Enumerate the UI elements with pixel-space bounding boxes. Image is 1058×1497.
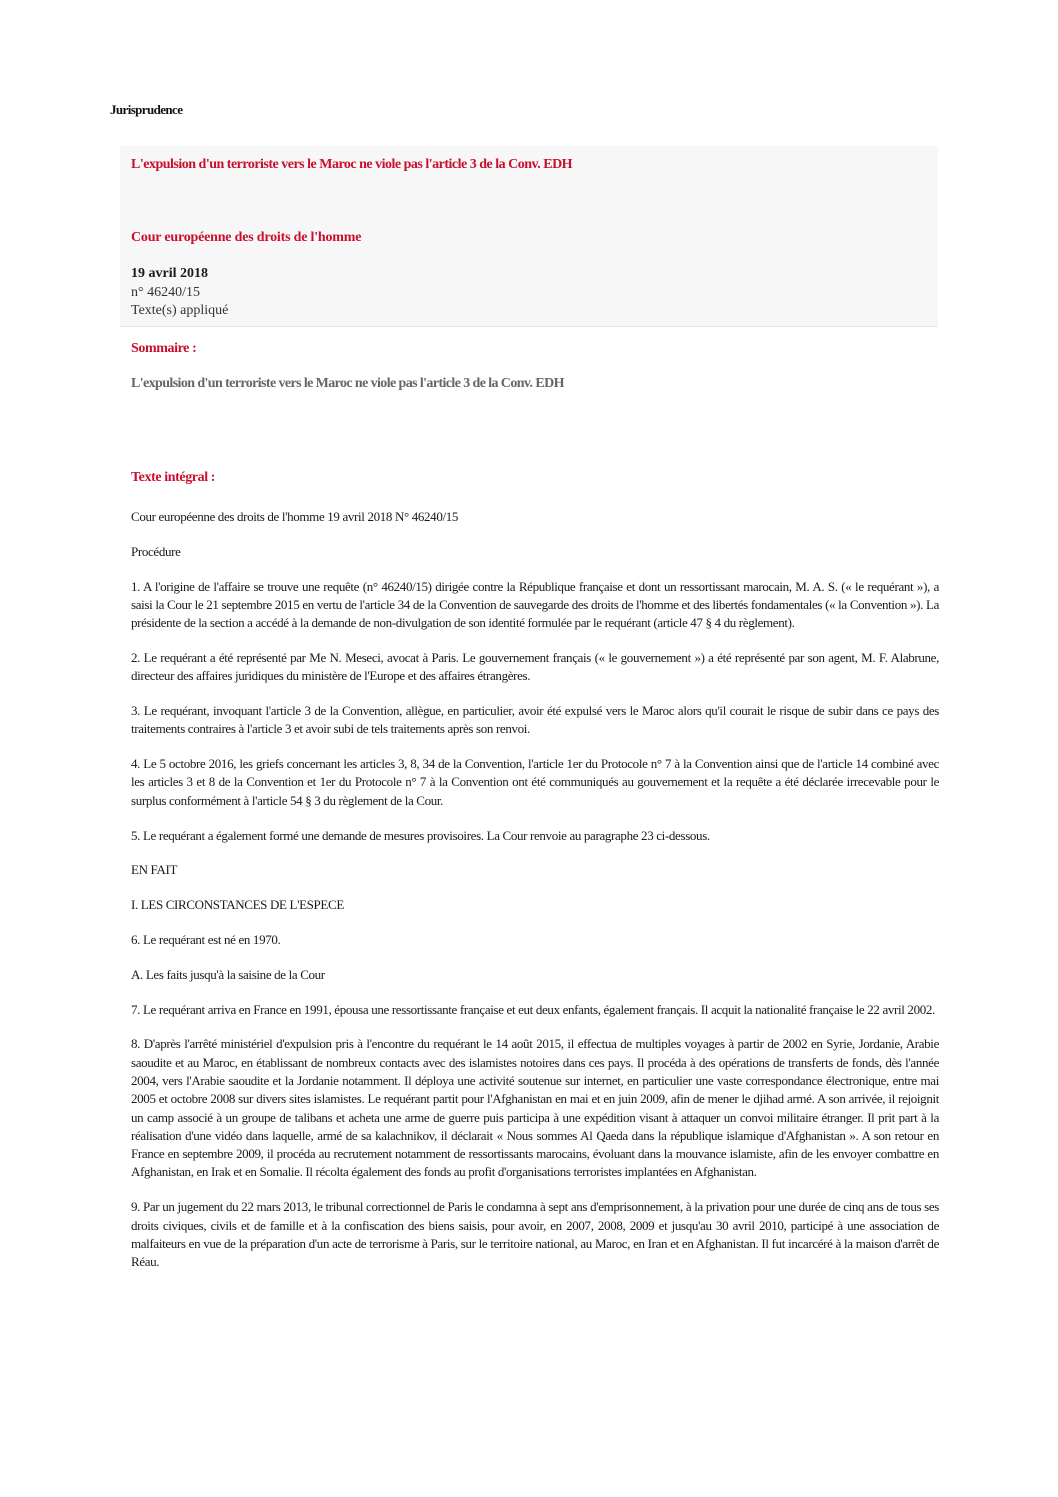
paragraph: 2. Le requérant a été représenté par Me N. Meseci, avocat à Paris. Le gouvernement français (« le gouvernement ») a été représenté par son agent, M. F. Alabrune, directeur des affaires juridiques du ministère de l'Europe et des affaires étrangères. [131, 649, 939, 684]
decision-date: 19 avril 2018 [131, 266, 208, 281]
texts-applied: Texte(s) appliqué [131, 303, 229, 318]
court-name: Cour européenne des droits de l'homme [131, 230, 362, 245]
document-title: L'expulsion d'un terroriste vers le Maroc ne viole pas l'article 3 de la Conv. EDH [131, 157, 573, 172]
paragraph: I. LES CIRCONSTANCES DE L'ESPECE [131, 897, 344, 913]
case-number: n° 46240/15 [131, 285, 200, 300]
paragraph: 5. Le requérant a également formé une demande de mesures provisoires. La Cour renvoie au paragraphe 23 ci-dessous. [131, 827, 710, 843]
paragraph: Cour européenne des droits de l'homme 19 avril 2018 N° 46240/15 [131, 509, 459, 524]
paragraph: 1. A l'origine de l'affaire se trouve une requête (n° 46240/15) dirigée contre la République française et dont un ressortissant marocain, M. A. S. (« le requérant »), a saisi la Cour le 21 septembre 2015 en vertu de l'article 34 de la Convention de sauvegarde des droits de l'homme et des libertés fondamentales (« la Convention »). La présidente de la section a accédé à la demande de non-divulgation de son identité formulée par le requérant (article 47 § 4 du règlement). [131, 578, 939, 631]
paragraph: EN FAIT [131, 862, 178, 878]
paragraph: 3. Le requérant, invoquant l'article 3 de la Convention, allègue, en particulier, avoir été expulsé vers le Maroc alors qu'il courait le risque de subir dans ce pays des traitements contraires à l'article 3 et avoir subi de tels traitements après son renvoi. [131, 703, 939, 737]
summary-text: L'expulsion d'un terroriste vers le Maroc ne viole pas l'article 3 de la Conv. EDH [131, 376, 564, 391]
paragraph: 4. Le 5 octobre 2016, les griefs concernant les articles 3, 8, 34 de la Convention, l'article 1er du Protocole n° 7 à la Convention ainsi que de l'article 14 combiné avec les articles 3 et 8 de la Convention et 1er du Protocole n° 7 à la Convention ont été communiqués au gouvernement et la requête a été déclarée irrecevable pour le surplus conformément à l'article 54 § 3 du règlement de la Cour. [131, 756, 939, 808]
paragraph: 7. Le requérant arriva en France en 1991, épousa une ressortissante française et eut deux enfants, également français. Il acquit la nationalité française le 22 avril 2002. [131, 1001, 935, 1017]
paragraph: 6. Le requérant est né en 1970. [131, 931, 281, 947]
summary-heading: Sommaire : [131, 341, 197, 356]
full-text-body [131, 508, 939, 1288]
paragraph: A. Les faits jusqu'à la saisine de la Cour [131, 966, 325, 982]
paragraph: 8. D'après l'arrêté ministériel d'expulsion pris à l'encontre du requérant le 14 août 2015, il effectua de multiples voyages à partir de 2002 en Syrie, Jordanie, Arabie saoudite et au Maroc, en établissant de nombreux contacts avec des islamistes notoires dans ces pays. Il procéda à des opérations de transferts de fonds, dès l'année 2004, vers l'Arabie saoudite et la Jordanie notamment. Il déploya une activité soutenue sur internet, en particulier une vaste correspondance électronique, entre mai 2005 et octobre 2008 sur divers sites islamistes. Le requérant partit pour l'Afghanistan en mai et en juin 2009, afin de mener le djihad armé. A son arrivée, il rejoignit un camp associé à un groupe de talibans et acheta une arme de guerre puis participa à une expédition visant à attaquer un convoi militaire étranger. Il prit part à la réalisation d'une vidéo dans laquelle, armé de sa kalachnikov, il déclarait « Nous sommes Al Qaeda dans la république islamique d'Afghanistan ». A son retour en France en septembre 2009, il procéda au recrutement notamment de ressortissants marocains, évoluant dans la mouvance islamiste, afin de les envoyer combattre en Afghanistan, en Irak et en Somalie. Il récolta également des fonds au profit d'organisations terroristes implantées en Afghanistan. [131, 1036, 939, 1180]
paragraph: Procédure [131, 543, 181, 559]
page-label: Jurisprudence [110, 102, 183, 117]
paragraph: 9. Par un jugement du 22 mars 2013, le tribunal correctionnel de Paris le condamna à sept ans d'emprisonnement, à la privation pour une durée de cinq ans de tous ses droits civiques, civils et de famille et à la confiscation des biens saisis, pour avoir, en 2007, 2008, 2009 et jusqu'au 30 avril 2010, participé à une association de malfaiteurs en vue de la préparation d'un acte de terrorisme à Paris, sur le territoire national, au Maroc, en Iran et en Afghanistan. Il fut incarcéré à la maison d'arrêt de Réau. [131, 1199, 939, 1270]
full-text-heading: Texte intégral : [131, 470, 216, 485]
